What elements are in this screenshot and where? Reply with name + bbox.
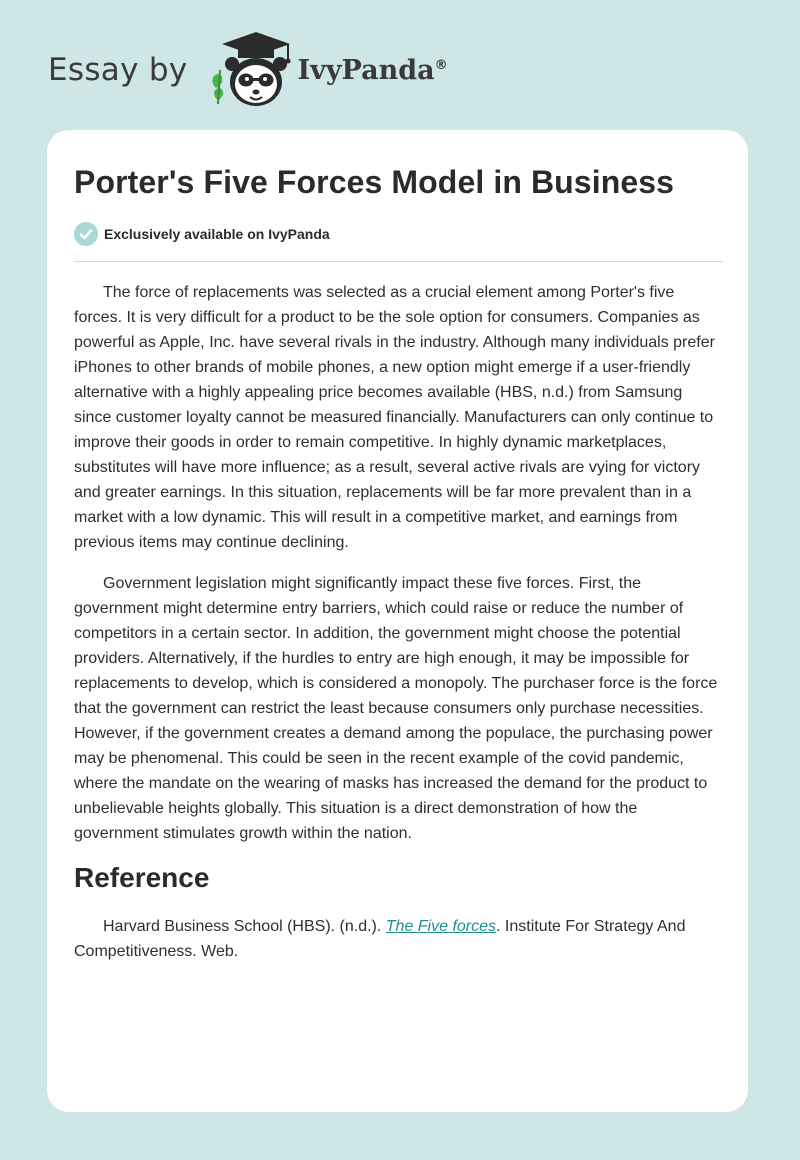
reference-link[interactable]: The Five forces [385,918,497,935]
essay-body [74,280,723,980]
paragraph-1: The force of replacements was selected as a crucial element among Porter's five forces. It is very difficult for a product to be the sole option for consumers. Companies as powerful as Apple, Inc. have several rivals in the industry. Although many individuals prefer iPhones to other brands of mobile phones, a new option might emerge if a user-friendly alternative with a highly appealing price becomes available (HBS, n.d.) from Samsung since customer loyalty cannot be measured financially. Manufacturers can only continue to improve their goods in order to remain competitive. In highly dynamic marketplaces, substitutes will have more influence; as a result, several active rivals are vying for victory and greater earnings. In this situation, replacements will be far more prevalent than in a market with a low dynamic. This will result in a competitive market, and earnings from previous items may continue declining. [74,284,715,551]
site-header [48,30,448,110]
check-circle-icon [74,222,98,246]
reference-text-before: Harvard Business School (HBS). (n.d.). [103,918,386,935]
essay-card [47,130,748,1112]
exclusive-badge-label: Exclusively available on IvyPanda [104,226,330,242]
reference-heading: Reference [74,862,210,893]
reference-entry [74,914,723,964]
page-title: Porter's Five Forces Model in Business [74,164,675,200]
registered-mark: ® [434,57,448,73]
exclusive-badge [74,222,330,246]
paragraph-2: Government legislation might significantly impact these five forces. First, the government might determine entry barriers, which could raise or reduce the number of competitors in a certain sector. In addition, the government might choose the potential providers. Alternatively, if the hurdles to entry are high enough, it may be impossible for replacements to develop, which is considered a monopoly. The purchaser force is the force that the government can restrict the least because consumers only purchase necessities. However, if the government creates a demand among the populace, the purchasing power may be phenomenal. This could be seen in the recent example of the covid pandemic, where the mandate on the wearing of masks has increased the demand for the product to unbelievable heights globally. This situation is a direct demonstration of how the government stimulates growth within the nation. [74,575,718,842]
brand-prefix: Essay by [48,52,188,88]
divider [74,261,723,262]
reference-text-after: . Institute For Strategy And Competitiveness. Web. [74,918,686,960]
graduate-panda-logo-icon[interactable] [202,30,294,110]
brand-name[interactable]: IvyPanda® [297,54,448,86]
